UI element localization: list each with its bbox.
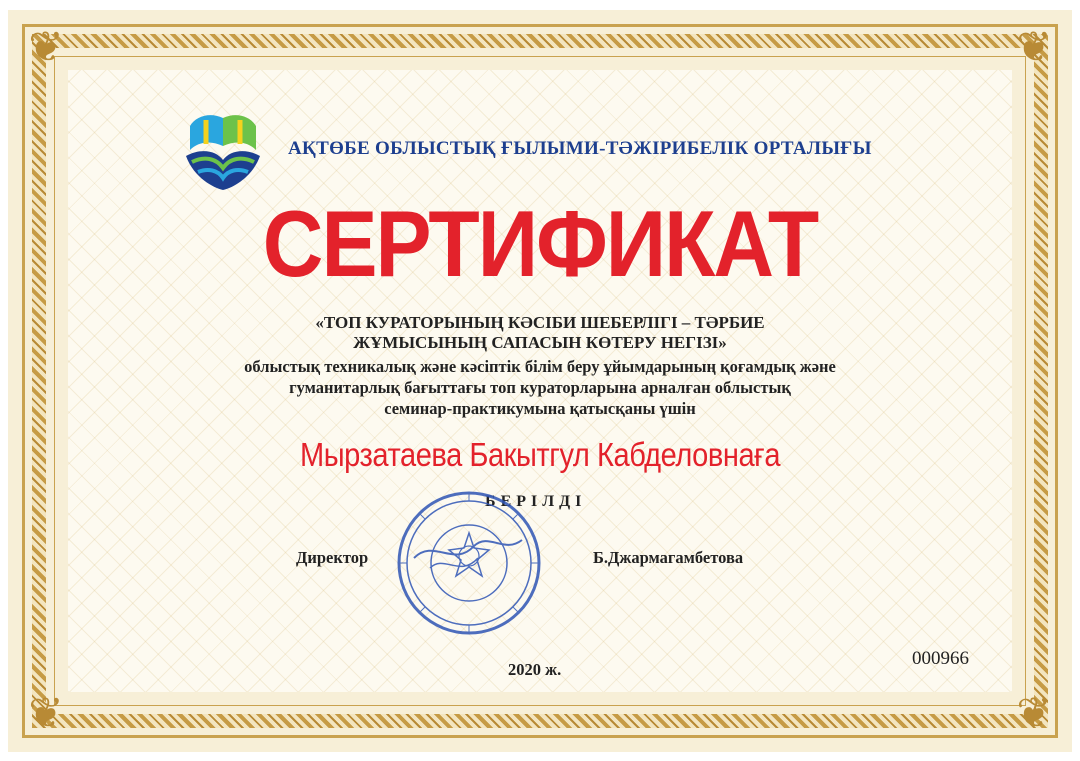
official-stamp-icon xyxy=(394,488,544,638)
event-description xyxy=(0,356,1080,419)
description-line: облыстық техникалық және кәсіптік білім беру ұйымдарының қоғамдық және xyxy=(244,357,836,376)
description-line: семинар-практикумына қатысқаны үшін xyxy=(384,399,696,418)
signatory-role: Директор xyxy=(296,548,369,567)
event-title-line: «ТОП КУРАТОРЫНЫҢ КӘСІБИ ШЕБЕРЛІГІ – ТӘРБИЕ xyxy=(315,313,765,332)
ornament-corner-icon: ❦ xyxy=(28,691,64,737)
certificate-title: СЕРТИФИКАТ xyxy=(262,191,818,297)
recipient-name: Мырзатаева Бакытгул Кабделовнаға xyxy=(299,436,781,473)
serial-number: 000966 xyxy=(912,648,969,669)
event-title xyxy=(0,313,1080,353)
issue-year: 2020 ж. xyxy=(508,660,562,679)
organization-name: АҚТӨБЕ ОБЛЫСТЫҚ ҒЫЛЫМИ-ТӘЖІРИБЕЛІК ОРТАЛЫҒЫ xyxy=(288,138,872,159)
ornament-corner-icon: ❦ xyxy=(28,25,64,71)
event-title-line: ЖҰМЫСЫНЫҢ САПАСЫН КӨТЕРУ НЕГІЗІ» xyxy=(353,333,727,352)
ornament-corner-icon: ❦ xyxy=(1016,25,1052,71)
logo-book-icon xyxy=(180,110,266,194)
signatory-name: Б.Джармагамбетова xyxy=(593,548,744,567)
issued-label: БЕРІЛДІ xyxy=(485,493,587,510)
ornament-corner-icon: ❦ xyxy=(1016,691,1052,737)
description-line: гуманитарлық бағыттағы топ кураторларына арналған облыстық xyxy=(289,378,791,397)
